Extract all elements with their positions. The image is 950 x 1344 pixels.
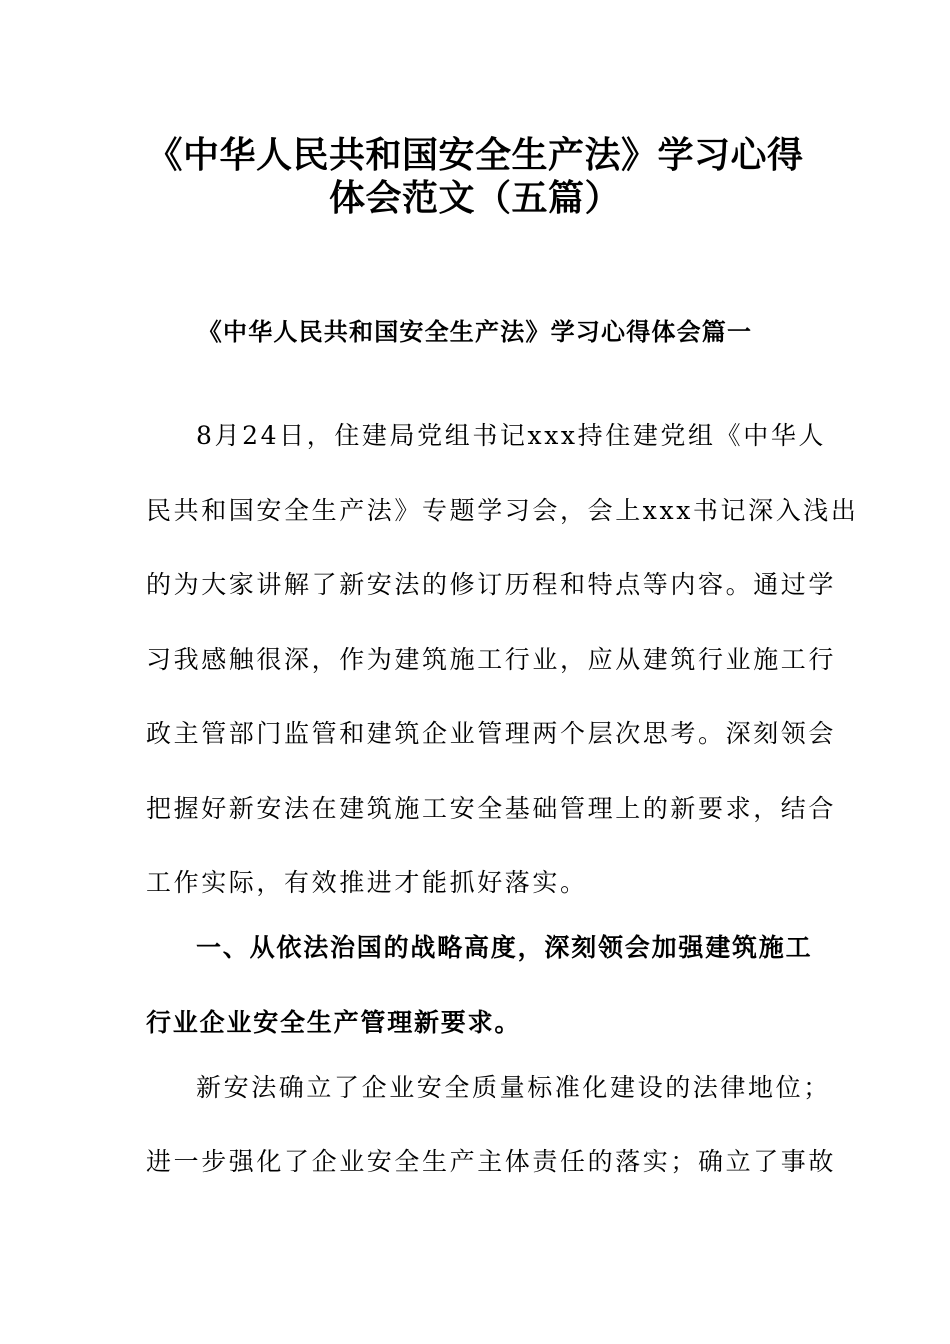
paragraph-line: 8月24日，住建局党组书记xxx持住建党组《中华人 <box>196 421 827 450</box>
document-title-line-2: 体会范文（五篇） <box>328 178 621 219</box>
paragraph-line: 习我感触很深，作为建筑施工行业，应从建筑行业施工行 <box>146 645 837 674</box>
paragraph-line: 的为大家讲解了新安法的修订历程和特点等内容。通过学 <box>146 570 837 599</box>
paragraph-line: 新安法确立了企业安全质量标准化建设的法律地位； <box>196 1073 831 1102</box>
paragraph-line: 政主管部门监管和建筑企业管理两个层次思考。深刻领会 <box>146 719 837 748</box>
document-title-line-1: 《中华人民共和国安全生产法》学习心得 <box>146 135 804 176</box>
heading-line: 行业企业安全生产管理新要求。 <box>146 1008 522 1037</box>
paragraph-line: 民共和国安全生产法》专题学习会，会上xxx书记深入浅出 <box>146 496 859 525</box>
section-title: 《中华人民共和国安全生产法》学习心得体会篇一 <box>197 318 753 346</box>
paragraph-line: 进一步强化了企业安全生产主体责任的落实；确立了事故 <box>146 1147 837 1176</box>
paragraph-line: 工作实际，有效推进才能抓好落实。 <box>146 868 588 897</box>
paragraph-line: 把握好新安法在建筑施工安全基础管理上的新要求，结合 <box>146 794 837 823</box>
heading-line: 一、从依法治国的战略高度，深刻领会加强建筑施工 <box>196 933 813 962</box>
